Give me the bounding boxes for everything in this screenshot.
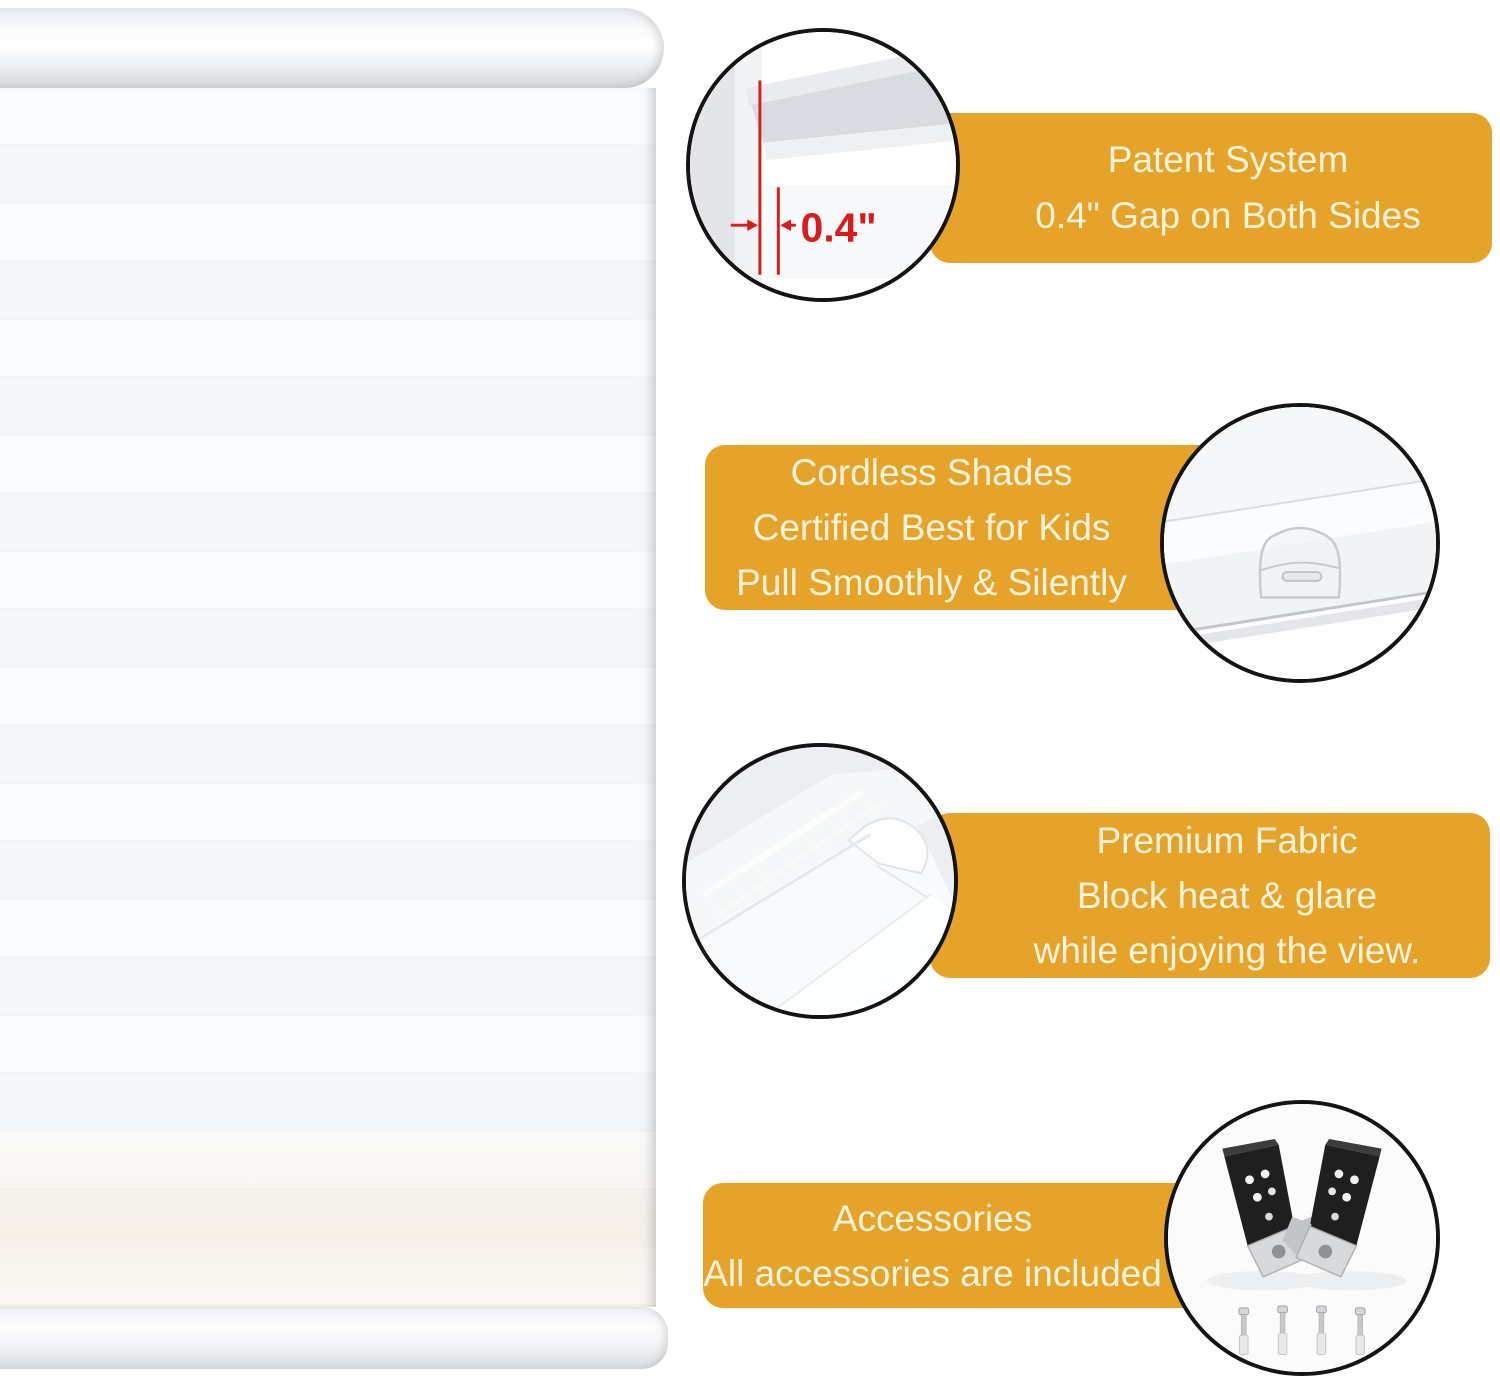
shade-bottom-rail	[0, 1307, 668, 1369]
fabric-closeup-photo	[682, 743, 958, 1019]
gap-closeup-photo	[686, 28, 960, 302]
gap-measurement-label: 0.4"	[800, 204, 877, 251]
feature-line: Cordless Shades	[790, 452, 1073, 493]
feature-line: All accessories are included	[703, 1252, 1162, 1294]
handle-closeup-art	[1164, 407, 1436, 679]
feature-line: Certified Best for Kids	[752, 507, 1111, 548]
shade-headrail	[0, 8, 664, 88]
fabric-closeup-art	[686, 747, 954, 1015]
feature-line: Patent System	[1107, 139, 1349, 180]
gap-closeup-art	[690, 32, 956, 298]
bottom-rail-handle-photo	[1160, 403, 1440, 683]
transparent-pull-handle	[1260, 528, 1340, 597]
feature-line: Premium Fabric	[1096, 820, 1358, 861]
feature-line: Accessories	[832, 1197, 1033, 1239]
feature-line: Block heat & glare	[1076, 875, 1378, 916]
feature-banner-premium-fabric	[930, 813, 1490, 978]
feature-banner-patent-system	[930, 113, 1492, 263]
feature-line: Pull Smoothly & Silently	[736, 562, 1127, 603]
mounting-hardware-art	[1168, 1104, 1436, 1372]
feature-line: 0.4" Gap on Both Sides	[1035, 195, 1421, 236]
mounting-hardware-photo	[1164, 1100, 1440, 1376]
shade-fabric	[0, 88, 656, 1307]
feature-line: while enjoying the view.	[1033, 930, 1421, 971]
